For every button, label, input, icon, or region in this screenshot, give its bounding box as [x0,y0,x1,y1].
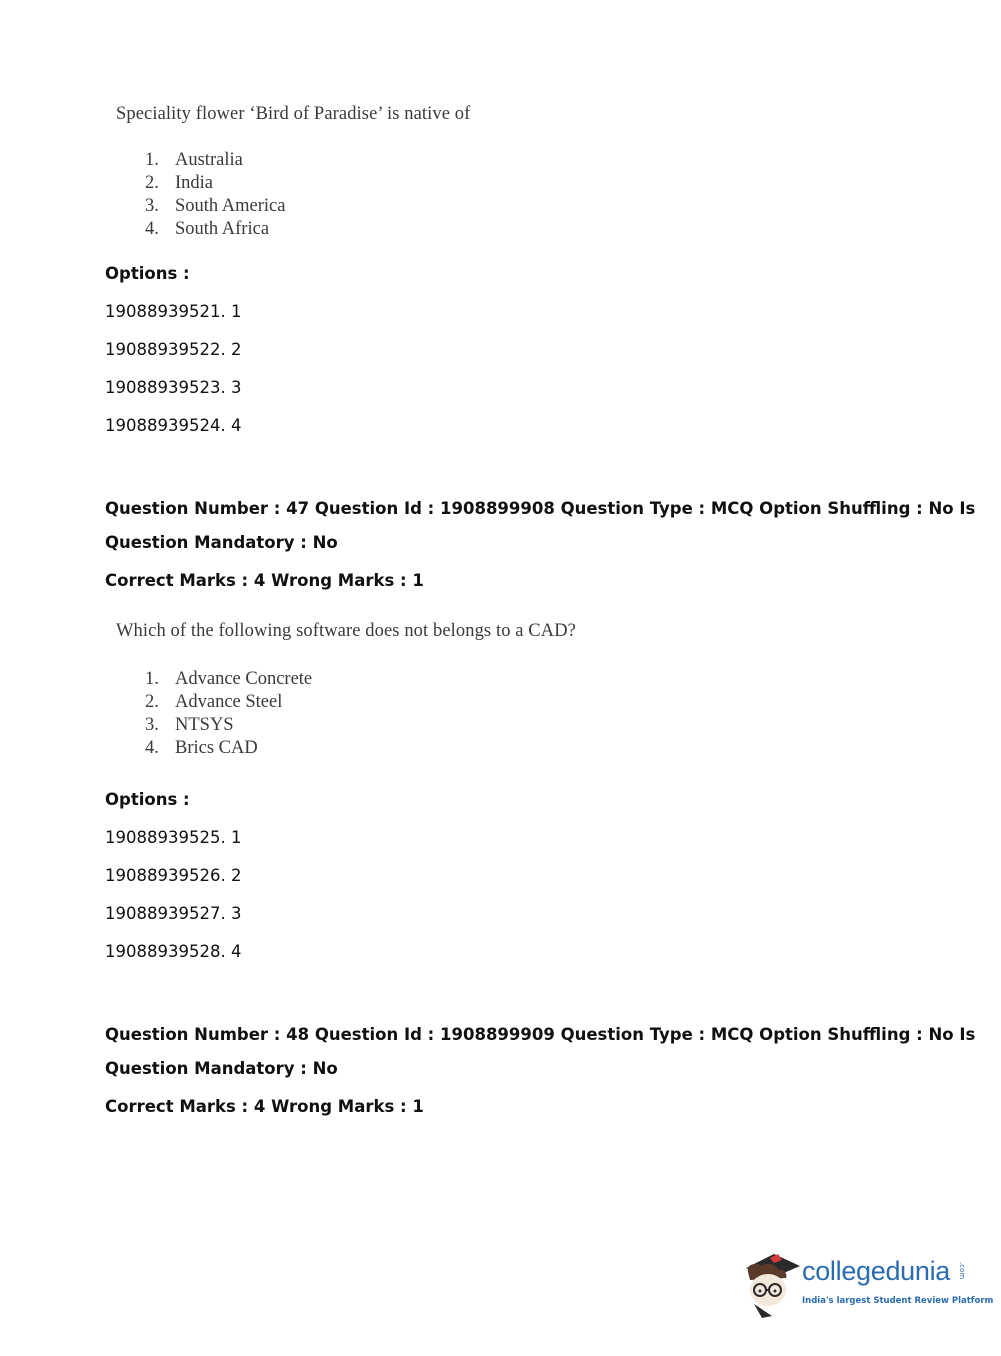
choice-item: 2. Advance Steel [145,692,283,712]
brand-domain: .com [958,1262,966,1280]
brand-name: collegedunia [802,1256,951,1286]
question-47-mandatory: Question Mandatory : No [105,533,338,552]
option-id: 19088939524. 4 [105,416,242,435]
mascot-icon [742,1248,802,1318]
question-46-text: Speciality flower ‘Bird of Paradise’ is native of [116,104,471,124]
choice-item: 4. South Africa [145,219,270,239]
option-id: 19088939521. 1 [105,302,242,321]
question-47-marks: Correct Marks : 4 Wrong Marks : 1 [105,571,424,590]
question-48-marks: Correct Marks : 4 Wrong Marks : 1 [105,1097,424,1116]
question-47-choices [145,668,312,760]
question-47-text: Which of the following software does not belongs to a CAD? [116,621,576,641]
question-47-header: Question Number : 47 Question Id : 1908899908 Question Type : MCQ Option Shuffling : No Is [105,499,976,518]
brand-tagline: India's largest Student Review Platform [802,1296,994,1306]
choice-item: 1. Advance Concrete [145,669,313,689]
choice-item: 3. South America [145,196,286,216]
options-label: Options : [105,790,190,809]
question-46-choices [145,149,285,241]
option-id: 19088939526. 2 [105,866,242,885]
option-id: 19088939525. 1 [105,828,242,847]
option-id: 19088939528. 4 [105,942,242,961]
question-48-header: Question Number : 48 Question Id : 1908899909 Question Type : MCQ Option Shuffling : No Is [105,1025,976,1044]
collegedunia-logo [742,1248,994,1318]
choice-item: 1. Australia [145,150,243,170]
options-label: Options : [105,264,190,283]
choice-item: 2. India [145,173,214,193]
choice-item: 4. Brics CAD [145,738,258,758]
option-id: 19088939527. 3 [105,904,242,923]
choice-item: 3. NTSYS [145,715,234,735]
question-48-mandatory: Question Mandatory : No [105,1059,338,1078]
option-id: 19088939523. 3 [105,378,242,397]
option-id: 19088939522. 2 [105,340,242,359]
